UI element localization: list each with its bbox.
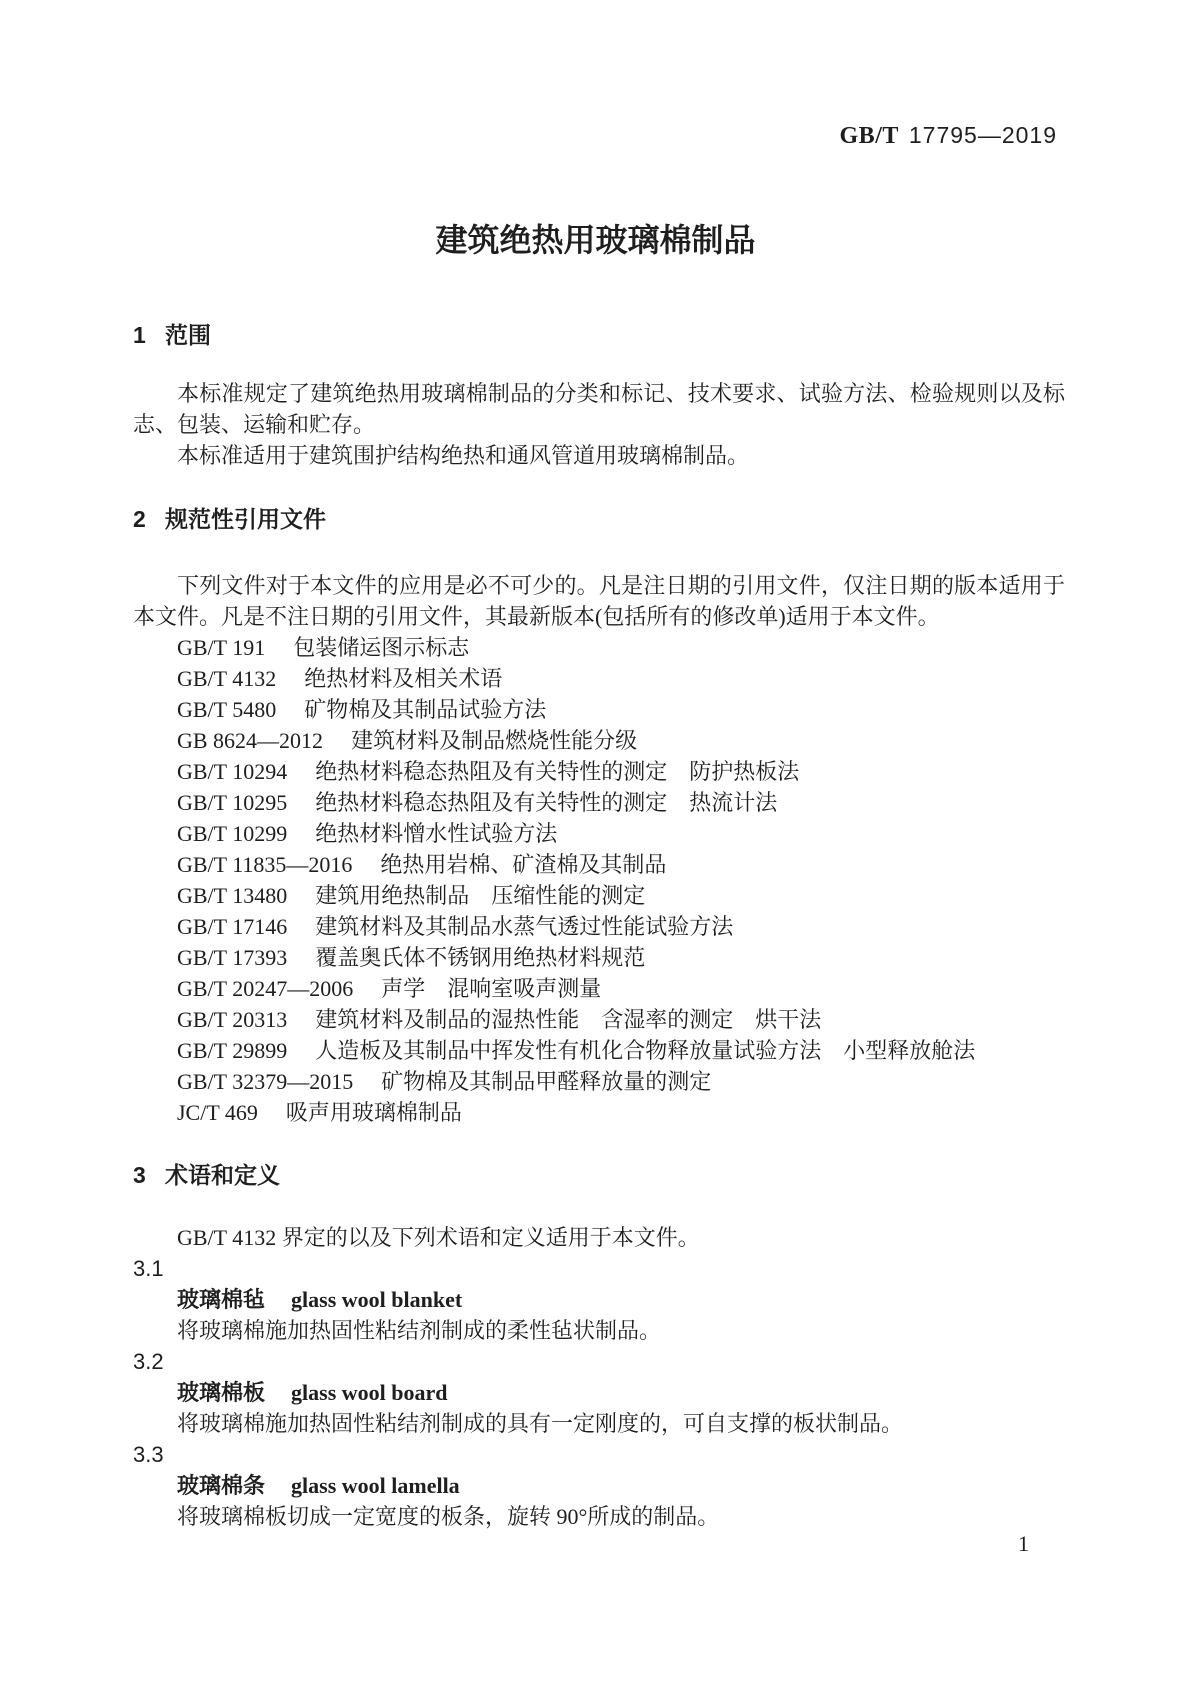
term-number: 3.2 [133,1349,164,1374]
reference-item [177,632,1065,663]
term-name-zh: 玻璃棉毡 [177,1287,266,1312]
term-number: 3.3 [133,1442,164,1467]
reference-title: 人造板及其制品中挥发性有机化合物释放量试验方法 小型释放舱法 [315,1038,976,1063]
reference-code: GB/T 29899 [177,1038,288,1063]
reference-title: 矿物棉及其制品甲醛释放量的测定 [381,1069,712,1094]
document-title: 建筑绝热用玻璃棉制品 [435,222,756,258]
reference-title: 绝热材料及相关术语 [304,666,503,691]
section-number: 3 [133,1162,146,1188]
reference-item [177,663,1065,694]
reference-code: GB/T 17146 [177,914,288,939]
reference-item [177,725,1065,756]
section-title: 术语和定义 [165,1162,280,1188]
term-name-en: glass wool blanket [291,1287,463,1312]
term-definition: 将玻璃棉施加热固性粘结剂制成的柔性毡状制品。 [177,1318,662,1343]
terms-definitions [133,1253,1065,1532]
reference-code: GB/T 17393 [177,945,288,970]
section-number: 1 [133,322,146,348]
reference-code: GB/T 32379—2015 [177,1069,354,1094]
reference-title: 建筑材料及制品的湿热性能 含湿率的测定 烘干法 [315,1007,822,1032]
reference-title: 声学 混响室吸声测量 [381,976,602,1001]
references-body [133,570,1065,1128]
reference-code: GB/T 13480 [177,883,288,908]
reference-title: 覆盖奥氏体不锈钢用绝热材料规范 [315,945,646,970]
reference-code: GB/T 5480 [177,697,277,722]
reference-item [177,787,1065,818]
section-heading-references [133,504,1065,535]
section-heading-scope [133,320,1065,351]
standard-code-number: 17795—2019 [908,122,1057,148]
reference-code: GB/T 11835—2016 [177,852,353,877]
reference-item [177,1035,1065,1066]
term-definition: 将玻璃棉板切成一定宽度的板条，旋转 90°所成的制品。 [177,1504,720,1529]
page-number: 1 [1018,1531,1029,1556]
reference-code: GB/T 4132 [177,666,277,691]
term-name-en: glass wool board [291,1380,448,1405]
references-intro: 下列文件对于本文件的应用是必不可少的。凡是注日期的引用文件，仅注日期的版本适用于本文件。凡是不注日期的引用文件，其最新版本(包括所有的修改单)适用于本文件。 [133,573,1065,629]
reference-item [177,849,1065,880]
reference-item [177,756,1065,787]
reference-title: 建筑材料及制品燃烧性能分级 [351,728,638,753]
reference-code: GB/T 20247—2006 [177,976,354,1001]
reference-item [177,973,1065,1004]
reference-title: 吸声用玻璃棉制品 [285,1100,462,1125]
reference-code: GB/T 10299 [177,821,288,846]
reference-code: GB/T 10295 [177,790,288,815]
reference-item [177,880,1065,911]
reference-item [177,911,1065,942]
reference-item [177,694,1065,725]
term-line [133,1284,1065,1315]
term-name-en: glass wool lamella [291,1473,460,1498]
reference-code: GB/T 10294 [177,759,288,784]
reference-code: GB/T 20313 [177,1007,288,1032]
reference-item [177,1004,1065,1035]
section-heading-terms [133,1160,1065,1191]
term-line [133,1377,1065,1408]
terms-intro-block [133,1222,1065,1253]
reference-title: 建筑材料及其制品水蒸气透过性能试验方法 [315,914,734,939]
references-list [133,632,1065,1128]
term-number: 3.1 [133,1256,164,1281]
reference-title: 绝热材料稳态热阻及有关特性的测定 防护热板法 [315,759,800,784]
reference-title: 绝热材料稳态热阻及有关特性的测定 热流计法 [315,790,778,815]
terms-intro: GB/T 4132 界定的以及下列术语和定义适用于本文件。 [177,1225,700,1250]
standard-code [840,122,1057,150]
section-title: 范围 [165,322,211,348]
section-number: 2 [133,506,146,532]
reference-code: GB/T 191 [177,635,266,660]
term-definition: 将玻璃棉施加热固性粘结剂制成的具有一定刚度的，可自支撑的板状制品。 [177,1411,904,1436]
scope-paragraph-2: 本标准适用于建筑围护结构绝热和通风管道用玻璃棉制品。 [177,443,750,468]
section-title: 规范性引用文件 [165,506,326,532]
scope-body [133,378,1065,471]
term-name-zh: 玻璃棉板 [177,1380,266,1405]
reference-title: 绝热材料憎水性试验方法 [315,821,558,846]
term-name-zh: 玻璃棉条 [177,1473,266,1498]
reference-title: 建筑用绝热制品 压缩性能的测定 [315,883,646,908]
reference-item [177,1066,1065,1097]
reference-item [177,942,1065,973]
reference-item [177,818,1065,849]
reference-title: 绝热用岩棉、矿渣棉及其制品 [380,852,667,877]
reference-title: 包装储运图示标志 [293,635,470,660]
reference-code: GB 8624—2012 [177,728,324,753]
reference-item [177,1097,1065,1128]
standard-code-prefix: GB/T [839,123,899,149]
term-line [133,1470,1065,1501]
reference-code: JC/T 469 [177,1100,258,1125]
scope-paragraph-1: 本标准规定了建筑绝热用玻璃棉制品的分类和标记、技术要求、试验方法、检验规则以及标志、包装、运输和贮存。 [133,381,1065,437]
reference-title: 矿物棉及其制品试验方法 [304,697,547,722]
